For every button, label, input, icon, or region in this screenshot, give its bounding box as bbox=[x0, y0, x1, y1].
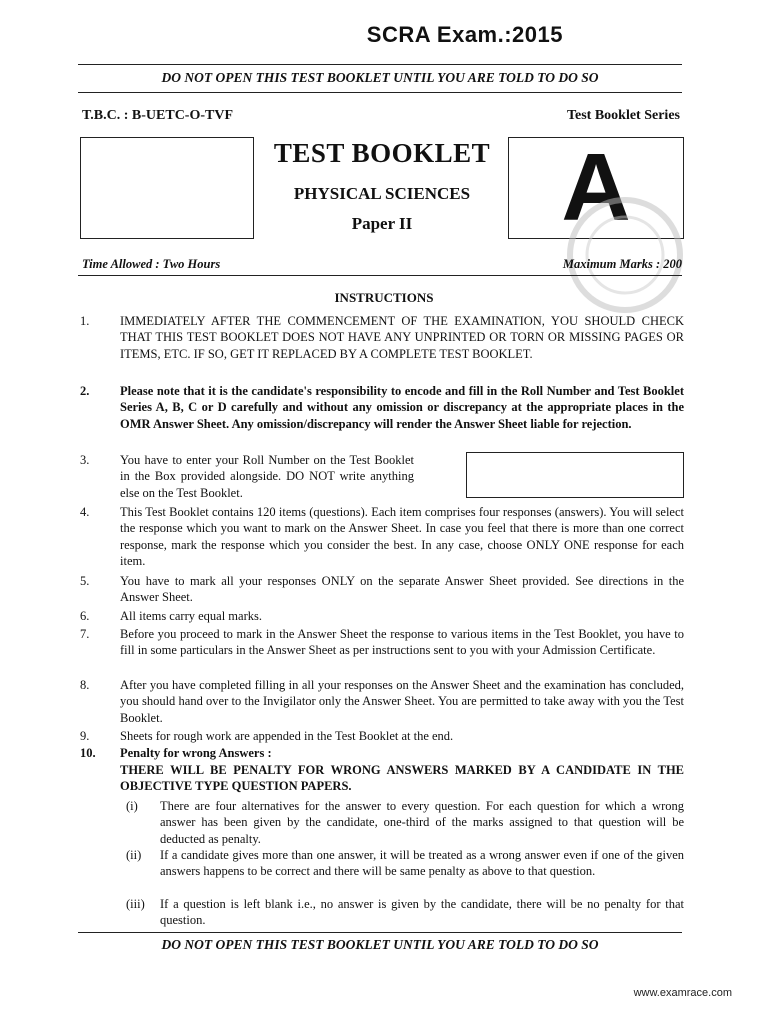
item-number: 5. bbox=[80, 574, 90, 588]
penalty-text: If a question is left blank i.e., no answer is given by the candidate, there will be no penalty for that question. bbox=[160, 897, 684, 928]
item-text: You have to mark all your responses ONLY on the separate Answer Sheet provided. See directions in the Answer Sheet. bbox=[120, 574, 684, 605]
penalty-item bbox=[120, 798, 684, 847]
item-text: After you have completed filling in all your responses on the Answer Sheet and the examination has concluded, you should hand over to the Invigilator only the Answer Sheet. You are permitted to take away with you the Test Booklet. bbox=[120, 678, 684, 725]
booklet-title: TEST BOOKLET bbox=[273, 138, 491, 168]
site-url[interactable]: www.examrace.com bbox=[633, 987, 732, 999]
instruction-item bbox=[80, 452, 684, 501]
instruction-item bbox=[80, 383, 684, 432]
item-text: Please note that it is the candidate's responsibility to encode and fill in the Roll Number and Test Booklet Series A, B, C or D carefully and without any omission or discrepancy at the appropriate places in the OMR Answer Sheet. Any omission/discrepancy will render the Answer Sheet liable for rejection. bbox=[120, 384, 684, 431]
instruction-item bbox=[80, 626, 684, 659]
penalty-heading bbox=[80, 762, 684, 795]
penalty-item bbox=[120, 896, 684, 929]
item-text: Sheets for rough work are appended in the Test Booklet at the end. bbox=[120, 729, 454, 743]
item-number: 1. bbox=[80, 314, 90, 328]
item-text: This Test Booklet contains 120 items (questions). Each item comprises four responses (answers). You will select the response which you want to mark on the Answer Sheet. In case you feel that there is more than one correct response, mark the response which you consider the best. In any case, choose ONLY ONE response for each item. bbox=[120, 505, 684, 568]
item-number: 6. bbox=[80, 609, 90, 623]
instruction-item bbox=[80, 728, 684, 744]
item-text: IMMEDIATELY AFTER THE COMMENCEMENT OF THE EXAMINATION, YOU SHOULD CHECK THAT THIS TEST BOOKLET DOES NOT HAVE ANY UNPRINTED OR TORN OR MISSING PAGES OR ITEMS, ETC. IF SO, GET IT REPLACED BY A COMPLETE TEST BOOKLET. bbox=[120, 314, 684, 361]
tbc-code: T.B.C. : B-UETC-O-TVF bbox=[82, 108, 234, 123]
penalty-text: There are four alternatives for the answer to every question. For each question for which a wrong answer has been given by the candidate, one-third of the marks assigned to that question will be deducted as penalty. bbox=[160, 799, 684, 846]
instruction-item bbox=[80, 313, 684, 362]
item-number: 7. bbox=[80, 627, 90, 641]
item-text: Before you proceed to mark in the Answer Sheet the response to various items in the Test Booklet, you have to fill in some particulars in the Answer Sheet as per instructions sent to you with your Admission Certificate. bbox=[120, 627, 684, 658]
penalty-number: (iii) bbox=[126, 897, 145, 911]
instruction-item bbox=[80, 573, 684, 606]
item-number: 2. bbox=[80, 384, 90, 398]
exam-title: SCRA Exam.:2015 bbox=[366, 22, 563, 47]
top-rule bbox=[78, 64, 682, 65]
penalty-heading-text: THERE WILL BE PENALTY FOR WRONG ANSWERS MARKED BY A CANDIDATE IN THE OBJECTIVE TYPE QUESTION PAPERS. bbox=[120, 763, 684, 794]
subject-title: PHYSICAL SCIENCES bbox=[293, 184, 471, 203]
header-rule bbox=[78, 275, 682, 276]
series-letter: A bbox=[561, 134, 631, 241]
item-number: 8. bbox=[80, 678, 90, 692]
series-label: Test Booklet Series bbox=[566, 108, 680, 123]
item-text: Penalty for wrong Answers : bbox=[120, 746, 272, 760]
penalty-number: (i) bbox=[126, 799, 138, 813]
penalty-item bbox=[120, 847, 684, 880]
item-number: 10. bbox=[80, 746, 96, 760]
top-rule-2 bbox=[78, 92, 682, 93]
item-text: All items carry equal marks. bbox=[120, 609, 262, 623]
penalty-number: (ii) bbox=[126, 848, 142, 862]
item-number: 3. bbox=[80, 453, 90, 467]
instruction-item bbox=[80, 745, 684, 761]
item-text: You have to enter your Roll Number on the Test Booklet in the Box provided alongside. DO NOT write anything else on the Test Booklet. bbox=[120, 453, 414, 500]
maximum-marks: Maximum Marks : 200 bbox=[562, 257, 682, 271]
item-number: 9. bbox=[80, 729, 90, 743]
bottom-rule bbox=[78, 932, 682, 933]
bottom-warning: DO NOT OPEN THIS TEST BOOKLET UNTIL YOU ARE TOLD TO DO SO bbox=[161, 937, 599, 952]
instruction-item bbox=[80, 608, 684, 624]
instruction-item bbox=[80, 504, 684, 569]
paper-title: Paper II bbox=[351, 214, 413, 233]
top-warning: DO NOT OPEN THIS TEST BOOKLET UNTIL YOU ARE TOLD TO DO SO bbox=[161, 70, 599, 85]
instructions-heading: INSTRUCTIONS bbox=[334, 290, 434, 305]
instruction-item bbox=[80, 677, 684, 726]
time-allowed: Time Allowed : Two Hours bbox=[82, 257, 221, 271]
blank-box bbox=[80, 137, 254, 239]
penalty-text: If a candidate gives more than one answer, it will be treated as a wrong answer even if one of the given answers happens to be correct and there will be same penalty as above to that question. bbox=[160, 848, 684, 879]
item-number: 4. bbox=[80, 505, 90, 519]
